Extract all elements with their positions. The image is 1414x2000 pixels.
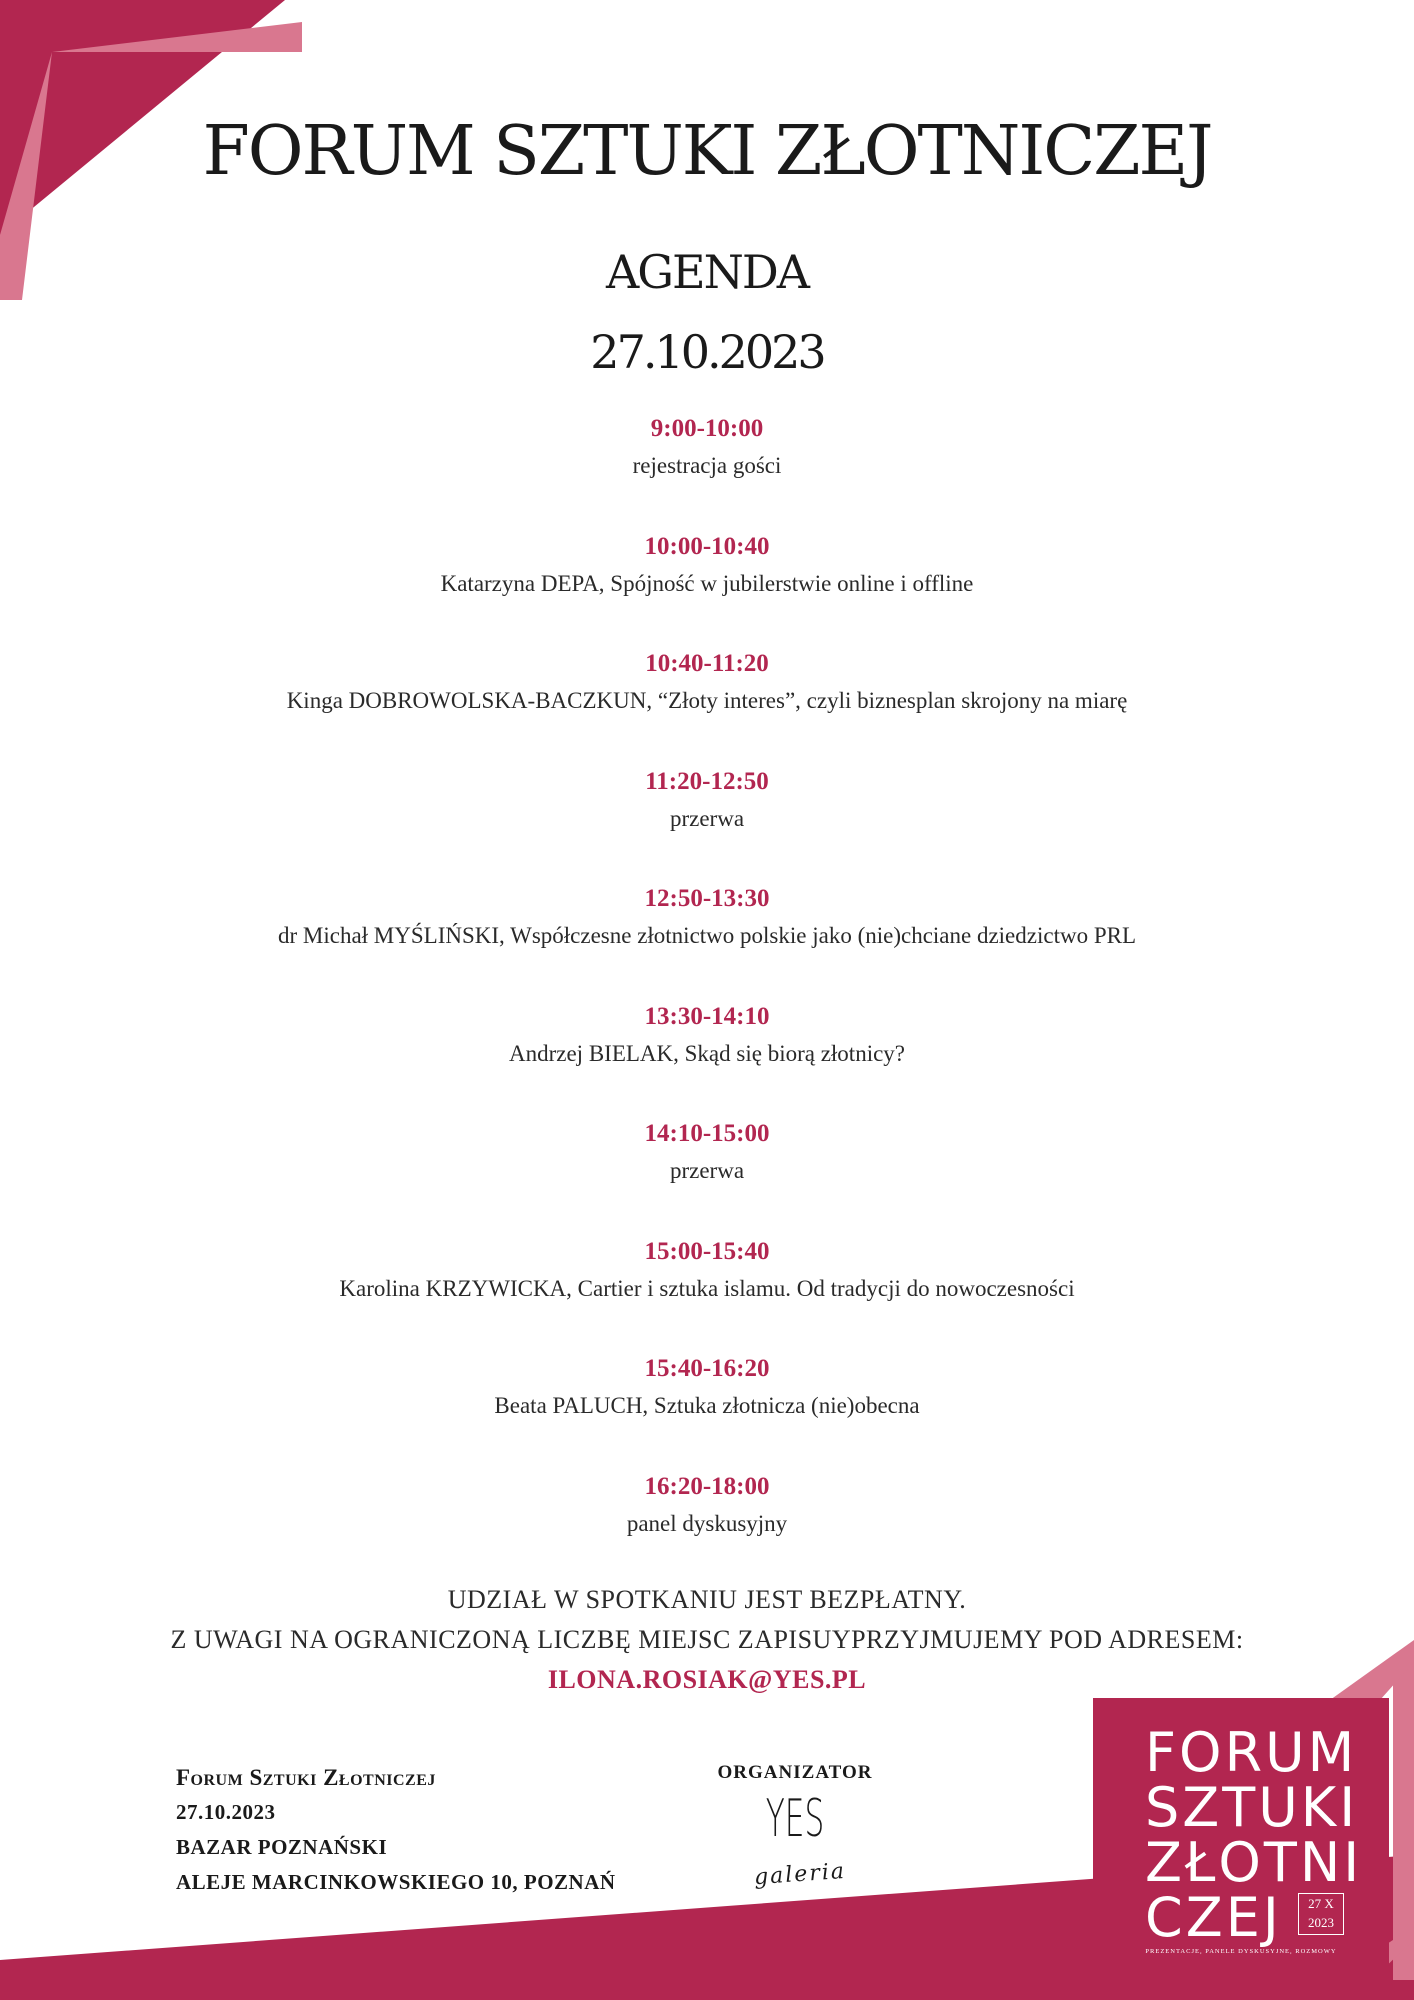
badge-date-box [1298,1893,1344,1935]
badge-line: FORUM [1145,1721,1358,1784]
badge-date-day: 27 X [1308,1896,1334,1911]
notice-line-free: UDZIAŁ W SPOTKANIU JEST BEZPŁATNY. [447,1585,967,1614]
badge-line: ZŁOTNI [1145,1831,1363,1894]
agenda-time: 9:00-10:00 [650,415,764,442]
venue-event-name: Forum Sztuki Złotniczej [176,1765,436,1790]
organizer-logo-subtext: galeria [753,1858,847,1891]
agenda-description: przerwa [669,1158,745,1183]
agenda-item [0,1235,1414,1353]
event-date: 27.10.2023 [590,325,824,379]
agenda-description: panel dyskusyjny [626,1510,788,1536]
venue-date: 27.10.2023 [176,1800,276,1824]
agenda-item [0,1352,1414,1470]
agenda-time: 15:00-15:40 [644,1237,770,1265]
venue-info [176,1760,616,1900]
agenda-item [0,530,1414,648]
badge-tagline: PREZENTACJE, PANELE DYSKUSYJNE, ROZMOWY [1145,1948,1337,1955]
agenda-time: 14:10-15:00 [644,1120,770,1147]
agenda-time: 11:20-12:50 [645,767,769,795]
agenda-item [0,882,1414,1000]
agenda-time: 12:50-13:30 [644,885,770,912]
agenda-description: dr Michał MYŚLIŃSKI, Współczesne złotnictwo polskie jako (nie)chciane dziedzictwo PRL [277,923,1137,948]
corner-decoration-bottom-right-light [1393,1662,1414,1980]
agenda-time: 16:20-18:00 [644,1472,770,1500]
page-title: FORUM SZTUKI ZŁOTNICZEJ [202,112,1212,191]
agenda-list [0,412,1414,1587]
agenda-time: 10:00-10:40 [644,532,770,560]
agenda-time: 10:40-11:20 [645,650,769,677]
agenda-time: 13:30-14:10 [644,1002,770,1030]
agenda-description: Andrzej BIELAK, Skąd się biorą złotnicy? [509,1040,905,1066]
agenda-item [0,765,1414,883]
agenda-item [0,647,1414,765]
venue-address: ALEJE MARCINKOWSKIEGO 10, POZNAŃ [176,1870,616,1894]
agenda-description: Beata PALUCH, Sztuka złotnicza (nie)obecna [494,1393,920,1418]
badge-line: SZTUKI [1145,1776,1359,1839]
agenda-description: Katarzyna DEPA, Spójność w jubilerstwie online i offline [440,570,974,596]
agenda-item [0,1470,1414,1588]
agenda-description: rejestracja gości [632,453,782,478]
agenda-description: Kinga DOBROWOLSKA-BACZKUN, “Złoty interes”, czyli biznesplan skrojony na miarę [286,688,1128,713]
venue-place: BAZAR POZNAŃSKI [176,1835,388,1859]
badge-date-year: 2023 [1308,1915,1334,1930]
agenda-item [0,412,1414,530]
agenda-description: przerwa [669,805,745,831]
agenda-time: 15:40-16:20 [644,1355,770,1382]
contact-email-link[interactable]: ILONA.ROSIAK@YES.PL [547,1665,867,1694]
event-logo-badge [1093,1698,1389,2000]
agenda-item [0,1000,1414,1118]
page-subtitle: AGENDA [606,245,808,299]
agenda-item [0,1117,1414,1235]
organizer-label: ORGANIZATOR [717,1762,873,1783]
agenda-description: Karolina KRZYWICKA, Cartier i sztuka islamu. Od tradycji do nowoczesności [339,1275,1075,1301]
badge-line: CZEJ [1145,1886,1282,1949]
organizer-logo: YES [765,1789,825,1849]
notice-line-registration: Z UWAGI NA OGRANICZONĄ LICZBĘ MIEJSC ZAPISUYPRZYJMUJEMY POD ADRESEM: [170,1625,1244,1654]
registration-notice [0,1580,1414,1700]
